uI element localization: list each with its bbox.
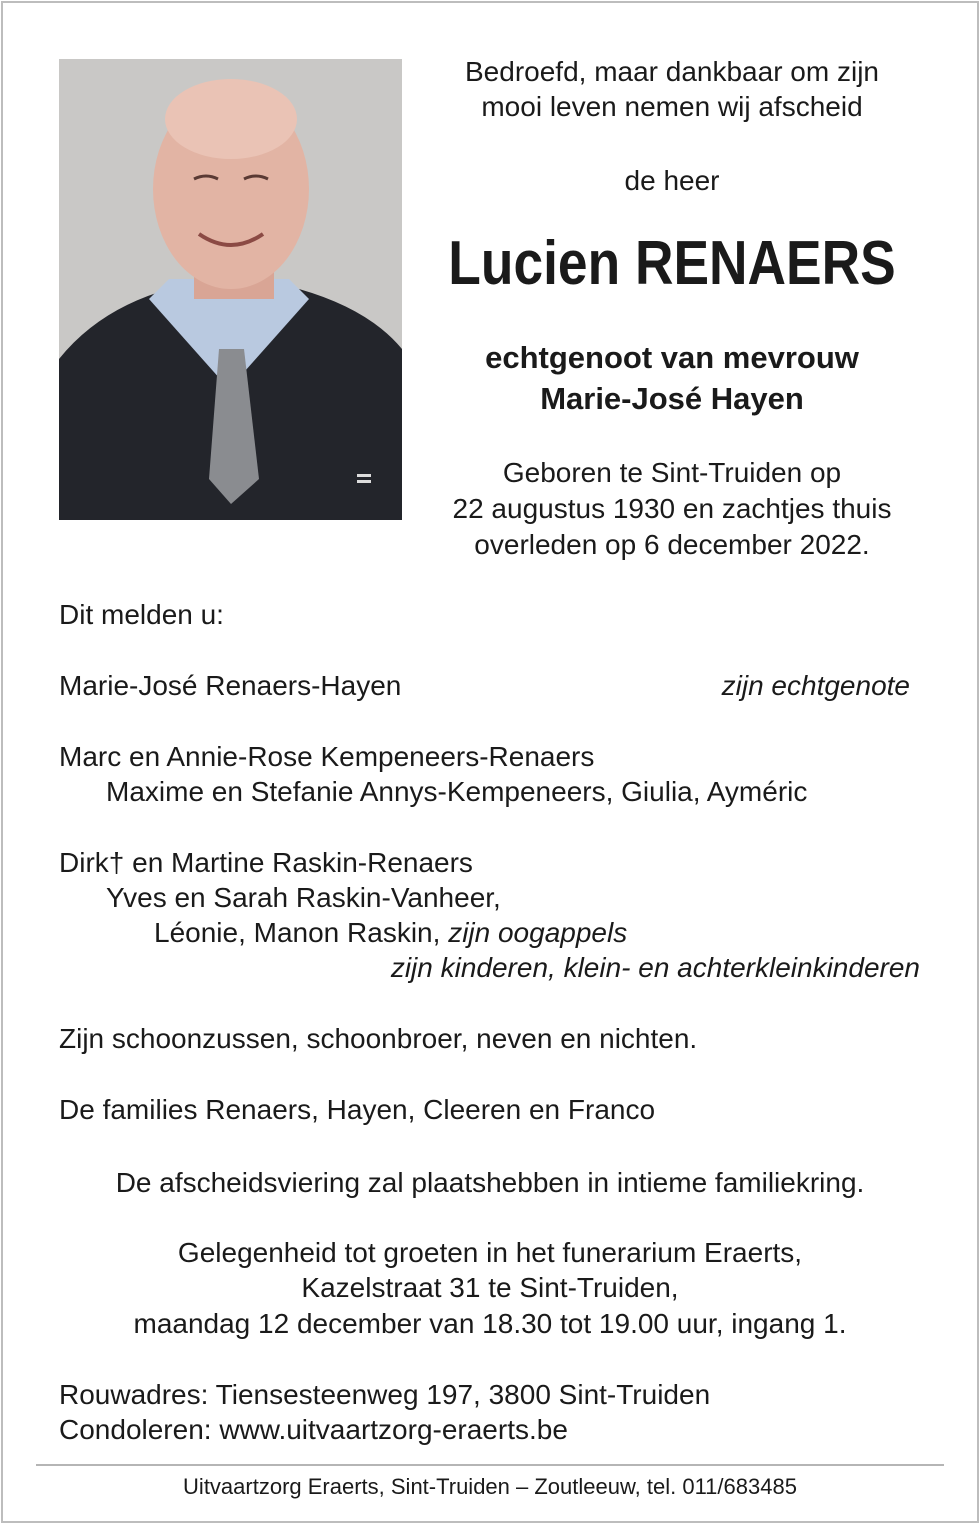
intro-line-1: Bedroefd, maar dankbaar om zijn [465,56,879,87]
family2-line-3: Léonie, Manon Raskin, zijn oogappels [154,917,628,948]
visitation-line-3: maandag 12 december van 18.30 tot 19.00 uur, ingang 1. [133,1308,847,1339]
birth-line-1: Geboren te Sint-Truiden op [502,457,842,488]
family2-line-1: Dirk† en Martine Raskin-Renaers [59,847,473,878]
families: De families Renaers, Hayen, Cleeren en Franco [59,1094,656,1125]
visitation-line-1: Gelegenheid tot groeten in het funerarium Eraerts, [177,1237,803,1268]
death-line: overleden op 6 december 2022. [474,529,870,560]
announce: Dit melden u: [59,599,224,630]
birth-line-2: 22 augustus 1930 en zachtjes thuis [452,493,892,524]
family1-line-2: Maxime en Stefanie Annys-Kempeneers, Giulia, Ayméric [106,776,808,807]
deceased-name: Lucien RENAERS [448,229,896,298]
title-prefix: de heer [624,165,720,196]
address: Rouwadres: Tiensesteenweg 197, 3800 Sint-Truiden [59,1379,711,1410]
family2-line-2: Yves en Sarah Raskin-Vanheer, [106,882,501,913]
ceremony: De afscheidsviering zal plaatshebben in intieme familiekring. [115,1167,865,1198]
portrait-photo [59,59,402,520]
spouse-line-1: echtgenoot van mevrouw [485,340,859,375]
children-role: zijn kinderen, klein- en achterkleinkinderen [390,952,920,983]
family1-line-1: Marc en Annie-Rose Kempeneers-Renaers [59,741,595,772]
footer-divider [36,1464,944,1466]
visitation-line-2: Kazelstraat 31 te Sint-Truiden, [301,1272,679,1303]
inlaws: Zijn schoonzussen, schoonbroer, neven en nichten. [59,1023,698,1054]
spouse-role: zijn echtgenote [721,670,910,701]
footer: Uitvaartzorg Eraerts, Sint-Truiden – Zoutleeuw, tel. 011/683485 [183,1474,797,1499]
condolences: Condoleren: www.uitvaartzorg-eraerts.be [59,1414,568,1445]
intro-line-2: mooi leven nemen wij afscheid [481,91,863,122]
spouse-name: Marie-José Renaers-Hayen [59,670,402,701]
spouse-line-2: Marie-José Hayen [540,381,804,416]
